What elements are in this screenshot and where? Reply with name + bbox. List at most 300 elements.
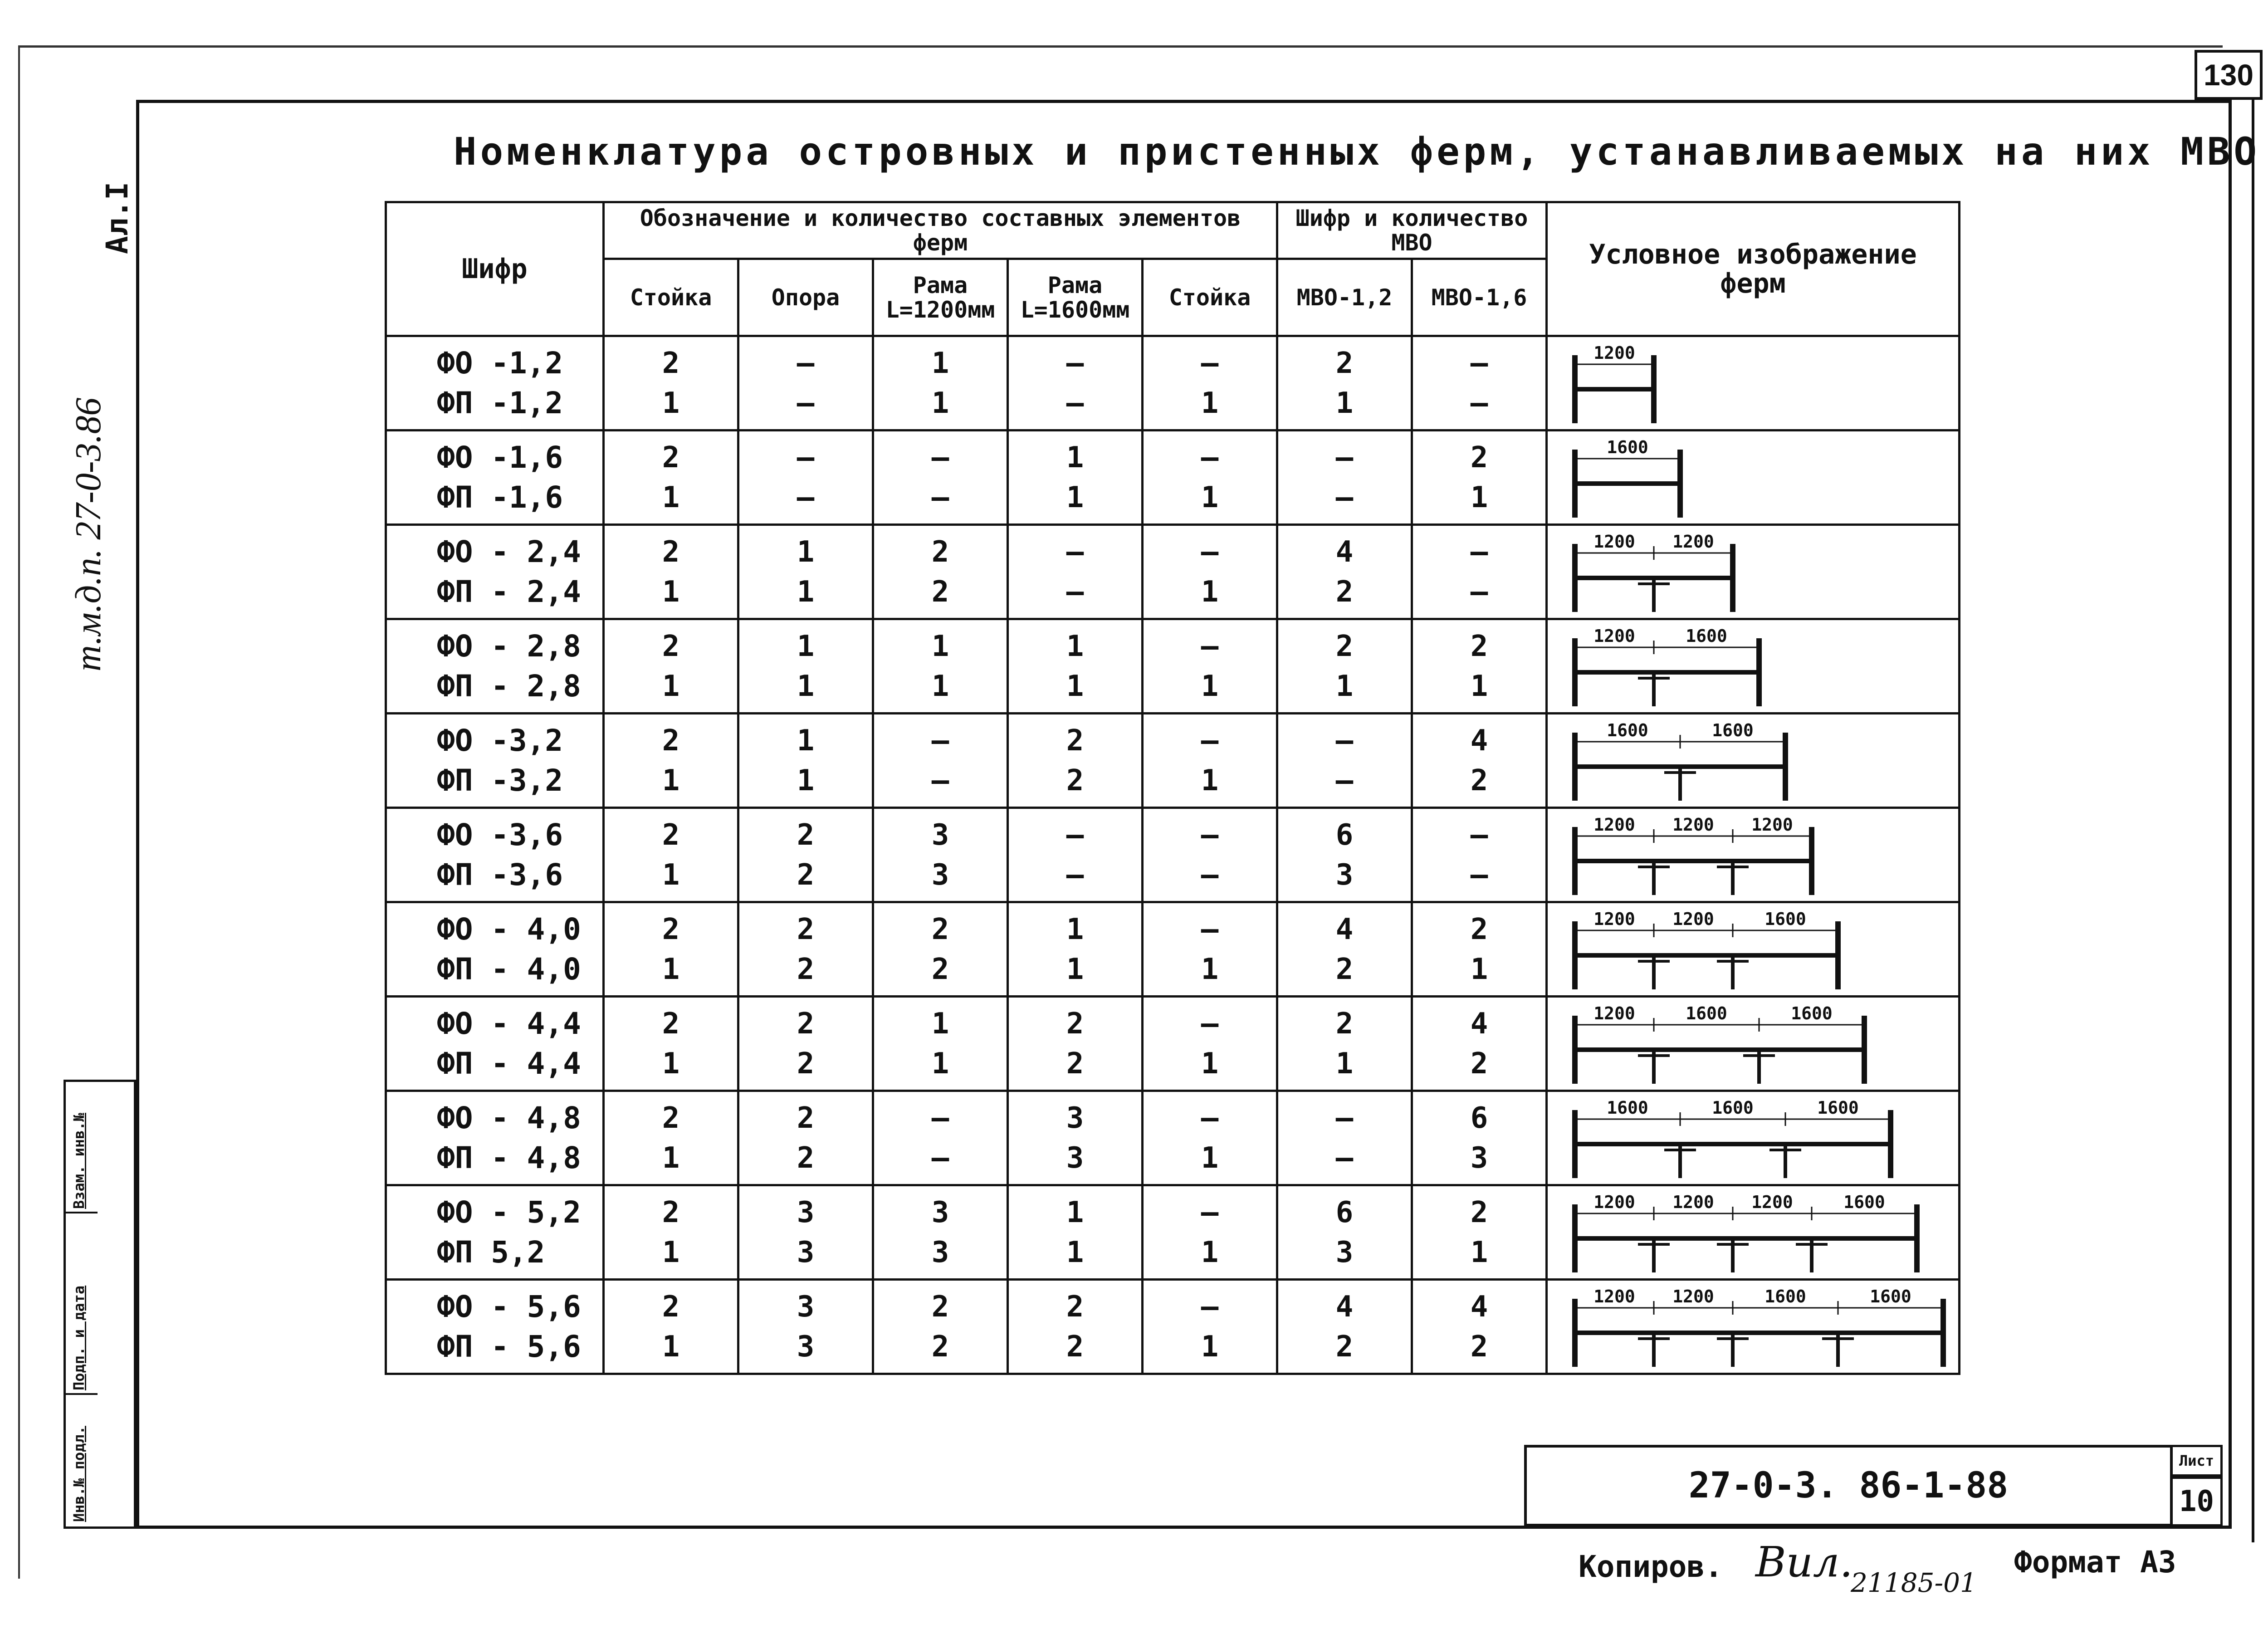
truss-schematic-cell: [1547, 431, 1960, 525]
truss-code-island: ФО - 4,0: [437, 911, 581, 947]
qty-cell-stoika2: [1143, 1091, 1277, 1185]
span-label: 1600: [1607, 1098, 1648, 1118]
qty-wall: 1: [1201, 1047, 1219, 1081]
qty-island: —: [1201, 1195, 1219, 1229]
qty-cell-mvo16: [1412, 902, 1547, 997]
qty-island: 1: [797, 535, 815, 569]
truss-code-island: ФО - 5,2: [437, 1194, 581, 1230]
span-label: 1200: [1672, 909, 1714, 929]
header-mvo-16: МВО-1,6: [1412, 259, 1547, 336]
span-label: 1200: [1672, 1192, 1714, 1212]
qty-island: 2: [662, 724, 680, 758]
truss-code-island: ФО -3,2: [437, 723, 563, 758]
span-label: 1600: [1712, 720, 1754, 740]
qty-wall: 1: [1201, 575, 1219, 609]
span-label: 1200: [1593, 343, 1635, 363]
qty-island: 6: [1335, 818, 1354, 852]
qty-cell-stoika2: [1143, 1280, 1277, 1374]
qty-wall: 1: [662, 1330, 680, 1364]
qty-island: 3: [797, 1195, 815, 1229]
truss-code-wall: ФП -3,2: [437, 763, 563, 798]
qty-cell-rama1200: [873, 902, 1008, 997]
qty-cell-stoika: [604, 902, 738, 997]
truss-code-wall: ФП - 2,4: [437, 574, 581, 609]
stamp-podp-data: Подп. и дата: [70, 1285, 88, 1390]
header-mvo-12: МВО-1,2: [1277, 259, 1412, 336]
qty-wall: 1: [662, 1235, 680, 1269]
span-label: 1600: [1791, 1003, 1833, 1023]
qty-wall: 2: [1066, 1047, 1084, 1081]
qty-island: —: [1201, 818, 1219, 852]
qty-cell-mvo16: [1412, 1185, 1547, 1280]
qty-island: —: [1201, 535, 1219, 569]
qty-island: 2: [662, 440, 680, 475]
qty-island: 4: [1335, 535, 1354, 569]
qty-cell-stoika: [604, 997, 738, 1091]
qty-island: 2: [1066, 1007, 1084, 1041]
qty-island: —: [797, 440, 815, 475]
qty-wall: 1: [931, 669, 949, 703]
span-label: 1200: [1593, 532, 1635, 552]
qty-wall: 2: [931, 1330, 949, 1364]
qty-wall: —: [931, 1141, 949, 1175]
approval-stamp: [64, 1080, 136, 1529]
truss-schematic: [1548, 1092, 1956, 1183]
span-label: 1200: [1593, 909, 1635, 929]
header-rama-1200: Рама L=1200мм: [873, 259, 1008, 336]
qty-island: 6: [1470, 1101, 1488, 1135]
qty-cell-rama1200: [873, 431, 1008, 525]
outer-left-line: [18, 45, 20, 1579]
qty-cell-rama1600: [1008, 997, 1143, 1091]
qty-cell-stoika2: [1143, 714, 1277, 808]
qty-cell-stoika2: [1143, 525, 1277, 619]
truss-schematic: [1548, 337, 1956, 428]
span-label: 1600: [1843, 1192, 1885, 1212]
table-row: [386, 714, 1960, 808]
qty-cell-mvo16: [1412, 1280, 1547, 1374]
qty-wall: 1: [1470, 669, 1488, 703]
qty-cell-rama1600: [1008, 1091, 1143, 1185]
qty-wall: 3: [1335, 858, 1354, 892]
header-stoika-2: Стойка: [1143, 259, 1277, 336]
qty-island: 2: [1335, 629, 1354, 663]
qty-wall: 1: [662, 952, 680, 986]
header-code: Шифр: [386, 202, 604, 336]
qty-wall: —: [1066, 858, 1084, 892]
truss-schematic-cell: [1547, 336, 1960, 431]
qty-cell-opora: [738, 525, 873, 619]
table-row: [386, 902, 1960, 997]
qty-island: 1: [931, 1007, 949, 1041]
span-label: 1600: [1817, 1098, 1859, 1118]
span-label: 1200: [1672, 815, 1714, 835]
truss-schematic-cell: [1547, 1280, 1960, 1374]
header-rama-1600: Рама L=1600мм: [1008, 259, 1143, 336]
qty-wall: 1: [662, 575, 680, 609]
qty-island: —: [1335, 1101, 1354, 1135]
qty-island: 1: [797, 629, 815, 663]
qty-cell-stoika: [604, 808, 738, 902]
stamp-vzam-inv: Взам. инв.№: [70, 1113, 88, 1209]
qty-island: 2: [797, 1101, 815, 1135]
qty-island: 2: [662, 1195, 680, 1229]
span-label: 1200: [1593, 815, 1635, 835]
qty-cell-stoika2: [1143, 431, 1277, 525]
table-row: [386, 997, 1960, 1091]
qty-island: 1: [1066, 912, 1084, 946]
stamp-inv-podl: Инв.№ подл.: [70, 1426, 88, 1522]
qty-cell-mvo16: [1412, 431, 1547, 525]
qty-wall: 1: [1066, 480, 1084, 514]
truss-code-wall: ФП -3,6: [437, 857, 563, 892]
span-label: 1600: [1870, 1287, 1911, 1306]
qty-cell-opora: [738, 431, 873, 525]
qty-wall: 3: [1470, 1141, 1488, 1175]
qty-island: 4: [1335, 912, 1354, 946]
truss-code-island: ФО - 5,6: [437, 1289, 581, 1324]
qty-island: 2: [1470, 440, 1488, 475]
qty-cell-opora: [738, 808, 873, 902]
qty-island: —: [931, 724, 949, 758]
qty-island: 2: [662, 346, 680, 380]
header-mvo: Шифр и количество МВО: [1277, 202, 1547, 259]
truss-code-island: ФО -3,6: [437, 817, 563, 852]
qty-cell-opora: [738, 1280, 873, 1374]
qty-wall: 2: [797, 858, 815, 892]
truss-code-cell: [386, 431, 604, 525]
truss-code-wall: ФП -1,2: [437, 385, 563, 421]
table-row: [386, 431, 1960, 525]
qty-cell-opora: [738, 997, 873, 1091]
qty-wall: 1: [797, 669, 815, 703]
qty-cell-mvo12: [1277, 336, 1412, 431]
truss-schematic-cell: [1547, 619, 1960, 714]
qty-wall: 2: [1470, 1330, 1488, 1364]
qty-wall: —: [1335, 480, 1354, 514]
qty-wall: —: [1201, 858, 1219, 892]
qty-island: —: [1201, 440, 1219, 475]
qty-cell-mvo16: [1412, 1091, 1547, 1185]
truss-schematic-cell: [1547, 997, 1960, 1091]
truss-code-wall: ФП 5,2: [437, 1234, 545, 1270]
span-label: 1200: [1751, 815, 1793, 835]
qty-island: —: [1201, 629, 1219, 663]
qty-wall: 1: [662, 386, 680, 420]
qty-wall: 2: [797, 1047, 815, 1081]
truss-code-wall: ФП - 4,0: [437, 951, 581, 987]
truss-schematic-cell: [1547, 808, 1960, 902]
qty-island: 2: [797, 912, 815, 946]
span-label: 1600: [1765, 1287, 1806, 1306]
qty-island: 2: [662, 818, 680, 852]
qty-wall: 1: [1335, 1047, 1354, 1081]
qty-wall: 1: [1201, 386, 1219, 420]
qty-island: 2: [662, 1101, 680, 1135]
qty-cell-stoika: [604, 336, 738, 431]
qty-cell-rama1200: [873, 808, 1008, 902]
truss-code-island: ФО - 2,4: [437, 534, 581, 569]
qty-island: 1: [1066, 440, 1084, 475]
qty-cell-rama1600: [1008, 619, 1143, 714]
qty-island: 2: [662, 535, 680, 569]
span-label: 1200: [1593, 1192, 1635, 1212]
qty-wall: 2: [1335, 575, 1354, 609]
qty-wall: —: [1470, 575, 1488, 609]
truss-code-island: ФО - 4,8: [437, 1100, 581, 1135]
sheet-edge-line: [2236, 100, 2254, 1542]
qty-island: —: [1201, 346, 1219, 380]
qty-island: —: [1470, 818, 1488, 852]
qty-wall: 1: [797, 763, 815, 797]
truss-code-cell: [386, 1280, 604, 1374]
qty-wall: 1: [931, 1047, 949, 1081]
page-title: Номенклатура островных и пристенных ферм, устанавливаемых на них МВО: [454, 129, 2260, 174]
qty-cell-mvo12: [1277, 808, 1412, 902]
qty-wall: 1: [662, 858, 680, 892]
qty-cell-mvo16: [1412, 997, 1547, 1091]
qty-island: 2: [1470, 912, 1488, 946]
qty-island: 2: [662, 1290, 680, 1324]
qty-cell-stoika2: [1143, 619, 1277, 714]
qty-island: 2: [662, 629, 680, 663]
qty-island: 2: [662, 912, 680, 946]
span-label: 1600: [1686, 626, 1727, 646]
truss-schematic: [1548, 998, 1956, 1088]
qty-wall: 1: [662, 1047, 680, 1081]
qty-cell-rama1200: [873, 997, 1008, 1091]
qty-island: 2: [931, 1290, 949, 1324]
span-label: 1600: [1607, 437, 1648, 457]
truss-code-cell: [386, 1091, 604, 1185]
truss-schematic: [1548, 714, 1956, 805]
header-composition: Обозначение и количество составных элементов ферм: [604, 202, 1277, 259]
qty-wall: 2: [797, 1141, 815, 1175]
qty-cell-stoika2: [1143, 1185, 1277, 1280]
qty-wall: 1: [1201, 952, 1219, 986]
qty-island: 4: [1335, 1290, 1354, 1324]
truss-schematic-cell: [1547, 1091, 1960, 1185]
qty-cell-rama1200: [873, 1185, 1008, 1280]
header-row-1: [386, 202, 1960, 259]
stamp-cell-podp: [66, 1213, 98, 1395]
album-code: Ал.I: [100, 182, 135, 254]
qty-wall: 1: [1470, 952, 1488, 986]
qty-wall: —: [931, 480, 949, 514]
qty-wall: 3: [797, 1235, 815, 1269]
qty-wall: —: [797, 386, 815, 420]
qty-island: 3: [931, 818, 949, 852]
qty-cell-mvo12: [1277, 431, 1412, 525]
qty-island: —: [1201, 1007, 1219, 1041]
qty-island: 3: [797, 1290, 815, 1324]
qty-wall: 2: [1066, 763, 1084, 797]
qty-island: 2: [931, 535, 949, 569]
qty-island: 2: [1335, 1007, 1354, 1041]
span-label: 1200: [1593, 626, 1635, 646]
sheet-label: Лист: [2170, 1445, 2223, 1477]
qty-island: —: [1066, 818, 1084, 852]
truss-code-wall: ФП - 4,4: [437, 1046, 581, 1081]
qty-island: 2: [662, 1007, 680, 1041]
qty-island: 4: [1470, 1290, 1488, 1324]
qty-wall: 1: [1470, 1235, 1488, 1269]
outer-top-line: [18, 45, 2223, 48]
qty-island: 2: [1470, 1195, 1488, 1229]
qty-wall: 1: [1335, 386, 1354, 420]
qty-island: —: [931, 1101, 949, 1135]
qty-island: 2: [1470, 629, 1488, 663]
truss-schematic: [1548, 1281, 1956, 1371]
qty-cell-mvo16: [1412, 525, 1547, 619]
qty-wall: 2: [797, 952, 815, 986]
qty-cell-stoika: [604, 714, 738, 808]
qty-cell-opora: [738, 1185, 873, 1280]
qty-wall: 1: [1201, 669, 1219, 703]
qty-wall: 3: [931, 1235, 949, 1269]
qty-wall: —: [1066, 386, 1084, 420]
qty-wall: 1: [1201, 1330, 1219, 1364]
qty-cell-rama1600: [1008, 525, 1143, 619]
truss-code-cell: [386, 714, 604, 808]
table-row: [386, 1091, 1960, 1185]
qty-island: 2: [797, 1007, 815, 1041]
truss-code-cell: [386, 1185, 604, 1280]
header-image: Условное изображение ферм: [1547, 202, 1960, 336]
qty-wall: 1: [931, 386, 949, 420]
qty-wall: 2: [1066, 1330, 1084, 1364]
truss-code-island: ФО -1,6: [437, 440, 563, 475]
qty-cell-mvo12: [1277, 525, 1412, 619]
truss-schematic-cell: [1547, 714, 1960, 808]
truss-schematic: [1548, 526, 1956, 616]
qty-cell-rama1600: [1008, 1280, 1143, 1374]
format-label: Формат А3: [2014, 1545, 2176, 1580]
truss-schematic: [1548, 620, 1956, 711]
qty-wall: 1: [1201, 480, 1219, 514]
qty-island: 6: [1335, 1195, 1354, 1229]
qty-island: 2: [1335, 346, 1354, 380]
qty-wall: 2: [1470, 763, 1488, 797]
qty-wall: 1: [797, 575, 815, 609]
qty-island: 2: [931, 912, 949, 946]
qty-cell-mvo12: [1277, 997, 1412, 1091]
qty-island: 2: [797, 818, 815, 852]
span-label: 1200: [1672, 1287, 1714, 1306]
sheet-page-number: 130: [2195, 50, 2263, 100]
span-label: 1200: [1593, 1003, 1635, 1023]
qty-island: 4: [1470, 724, 1488, 758]
qty-wall: 2: [931, 575, 949, 609]
qty-wall: 3: [797, 1330, 815, 1364]
truss-code-island: ФО - 4,4: [437, 1006, 581, 1041]
truss-code-cell: [386, 808, 604, 902]
qty-cell-mvo16: [1412, 808, 1547, 902]
qty-wall: 3: [1066, 1141, 1084, 1175]
span-label: 1200: [1672, 532, 1714, 552]
qty-wall: 2: [1335, 952, 1354, 986]
qty-island: —: [1201, 724, 1219, 758]
qty-cell-mvo12: [1277, 1091, 1412, 1185]
qty-cell-stoika: [604, 1280, 738, 1374]
stamp-cell-vzam: [66, 1082, 98, 1213]
table-row: [386, 619, 1960, 714]
archive-number: 21185-01: [1851, 1567, 1977, 1598]
qty-cell-stoika2: [1143, 997, 1277, 1091]
truss-code-wall: ФП - 2,8: [437, 668, 581, 704]
qty-cell-mvo12: [1277, 714, 1412, 808]
qty-island: —: [1335, 440, 1354, 475]
qty-wall: 2: [931, 952, 949, 986]
qty-island: 1: [1066, 1195, 1084, 1229]
qty-wall: 1: [662, 763, 680, 797]
qty-island: —: [1201, 1290, 1219, 1324]
qty-cell-rama1600: [1008, 1185, 1143, 1280]
truss-schematic: [1548, 1186, 1956, 1277]
qty-wall: 1: [1066, 669, 1084, 703]
qty-cell-rama1600: [1008, 431, 1143, 525]
table-row: [386, 336, 1960, 431]
qty-wall: 3: [931, 858, 949, 892]
truss-code-wall: ФП -1,6: [437, 479, 563, 515]
truss-code-wall: ФП - 5,6: [437, 1329, 581, 1364]
qty-cell-stoika2: [1143, 808, 1277, 902]
qty-cell-opora: [738, 714, 873, 808]
truss-code-island: ФО -1,2: [437, 345, 563, 381]
truss-code-cell: [386, 619, 604, 714]
qty-island: —: [931, 440, 949, 475]
qty-cell-mvo16: [1412, 619, 1547, 714]
table-row: [386, 1185, 1960, 1280]
qty-wall: 1: [1201, 763, 1219, 797]
truss-schematic: [1548, 431, 1956, 522]
nomenclature-table: [385, 201, 1960, 1375]
qty-cell-rama1200: [873, 1280, 1008, 1374]
truss-code-island: ФО - 2,8: [437, 628, 581, 664]
qty-cell-mvo12: [1277, 1185, 1412, 1280]
qty-island: —: [1201, 912, 1219, 946]
qty-island: 1: [931, 629, 949, 663]
qty-island: 4: [1470, 1007, 1488, 1041]
qty-island: —: [1066, 535, 1084, 569]
qty-cell-stoika: [604, 619, 738, 714]
table-row: [386, 1280, 1960, 1374]
qty-cell-mvo12: [1277, 619, 1412, 714]
copier-signature: Вил.: [1755, 1538, 1853, 1586]
truss-schematic-cell: [1547, 1185, 1960, 1280]
qty-island: 2: [1066, 1290, 1084, 1324]
qty-cell-opora: [738, 336, 873, 431]
span-label: 1200: [1751, 1192, 1793, 1212]
qty-island: 1: [931, 346, 949, 380]
qty-island: —: [1201, 1101, 1219, 1135]
qty-wall: 1: [1201, 1141, 1219, 1175]
document-code: 27-0-3. 86-1-88: [1524, 1445, 2173, 1526]
qty-wall: 1: [662, 1141, 680, 1175]
qty-wall: 1: [1470, 480, 1488, 514]
qty-cell-stoika2: [1143, 902, 1277, 997]
table-body: [386, 336, 1960, 1374]
qty-wall: —: [1335, 763, 1354, 797]
truss-code-cell: [386, 997, 604, 1091]
header-stoika: Стойка: [604, 259, 738, 336]
qty-cell-rama1200: [873, 336, 1008, 431]
qty-island: —: [1335, 724, 1354, 758]
header-opora: Опора: [738, 259, 873, 336]
qty-wall: —: [1470, 386, 1488, 420]
truss-code-cell: [386, 525, 604, 619]
qty-wall: 1: [662, 480, 680, 514]
